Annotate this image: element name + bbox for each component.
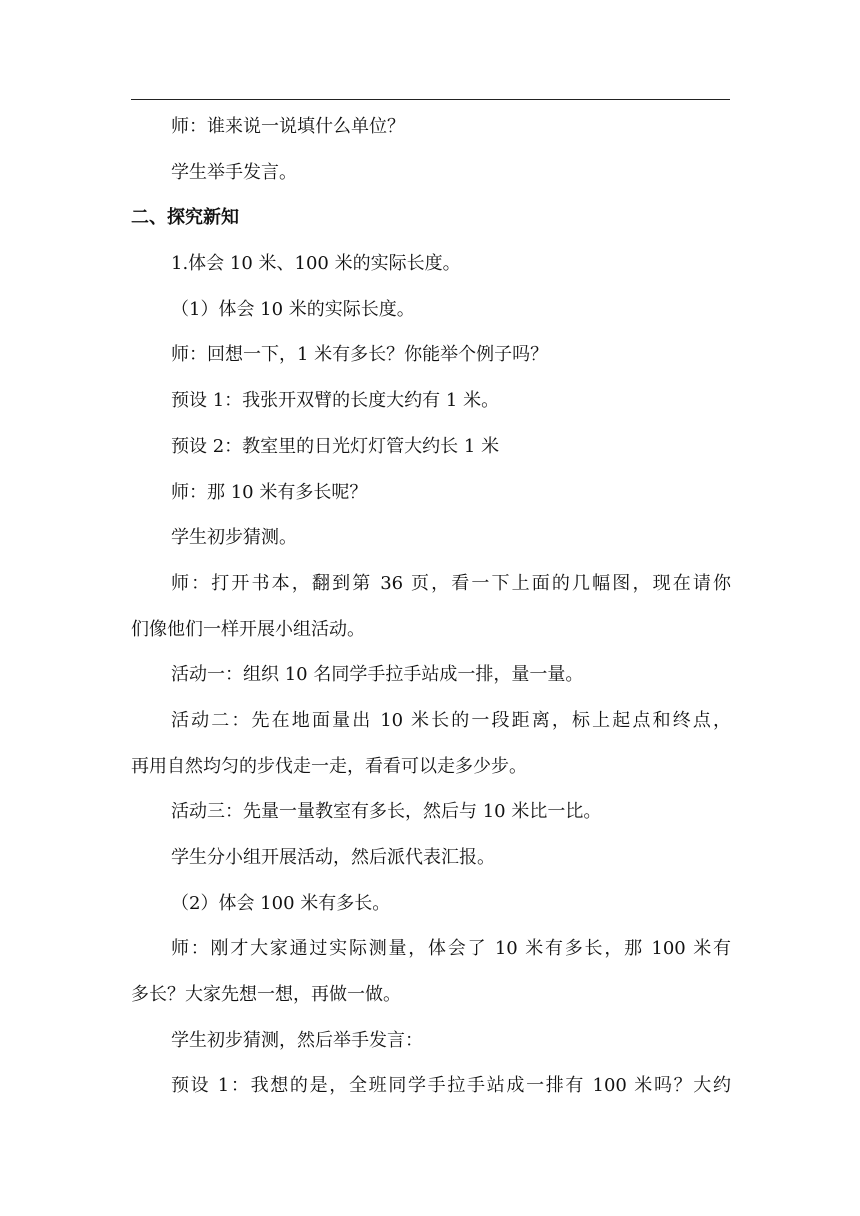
paragraph-line: 学生初步猜测。	[171, 527, 297, 549]
paragraph-line: （2）体会 100 米有多长。	[171, 892, 391, 914]
paragraph-line: 多长？大家先想一想，再做一做。	[131, 984, 401, 1006]
paragraph-line: 们像他们一样开展小组活动。	[131, 618, 365, 640]
paragraph-line: 活动二：先在地面量出 10 米长的一段距离，标上起点和终点，	[171, 709, 731, 731]
paragraph-line: 师：刚才大家通过实际测量，体会了 10 米有多长，那 100 米有	[171, 938, 731, 960]
paragraph-line: 预设 2：教室里的日光灯灯管大约长 1 米	[171, 435, 500, 457]
paragraph-line: 预设 1：我想的是，全班同学手拉手站成一排有 100 米吗？大约	[171, 1075, 731, 1097]
section-heading: 二、探究新知	[131, 207, 239, 229]
paragraph-line: 师：那 10 米有多长呢？	[171, 481, 368, 503]
header-rule	[131, 99, 730, 100]
document-body	[131, 104, 731, 1109]
paragraph-line: 学生举手发言。	[171, 161, 297, 183]
paragraph-line: 预设 1：我张开双臂的长度大约有 1 米。	[171, 390, 500, 412]
paragraph-line: 学生初步猜测，然后举手发言：	[171, 1029, 423, 1051]
paragraph-line: 1.体会 10 米、100 米的实际长度。	[171, 253, 461, 275]
paragraph-line: 活动三：先量一量教室有多长，然后与 10 米比一比。	[171, 801, 602, 823]
paragraph-line: 师：回想一下，1 米有多长？你能举个例子吗？	[171, 344, 549, 366]
paragraph-line: 活动一：组织 10 名同学手拉手站成一排，量一量。	[171, 664, 584, 686]
paragraph-line: 师：打开书本，翻到第 36 页，看一下上面的几幅图，现在请你	[171, 572, 731, 594]
paragraph-line: 再用自然均匀的步伐走一走，看看可以走多少步。	[131, 755, 527, 777]
paragraph-line: （1）体会 10 米的实际长度。	[171, 298, 415, 320]
paragraph-line: 学生分小组开展活动，然后派代表汇报。	[171, 847, 495, 868]
paragraph-line: 师：谁来说一说填什么单位？	[171, 116, 405, 137]
